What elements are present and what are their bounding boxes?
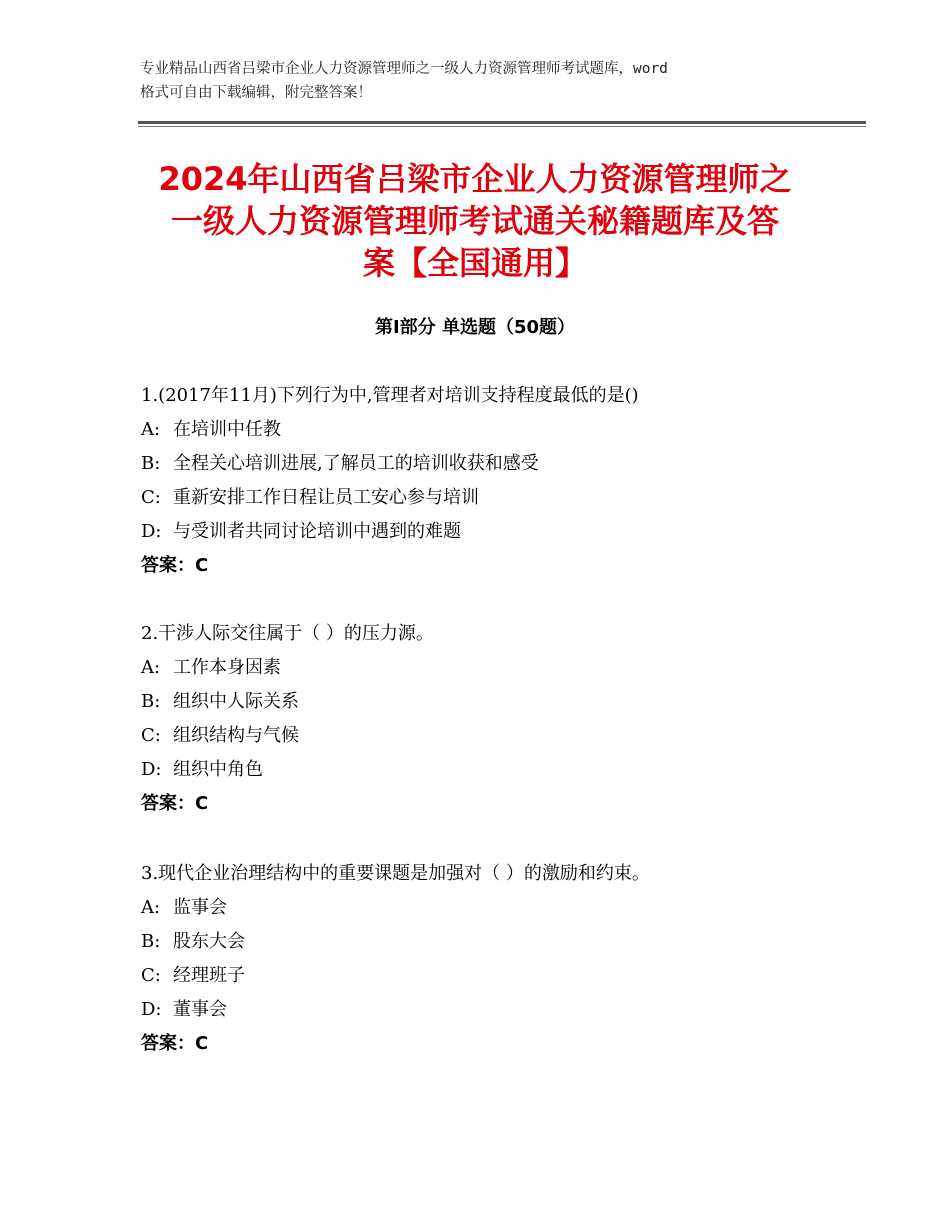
option-letter: C: [141, 725, 161, 746]
question-stem: 2.干涉人际交往属于（ ）的压力源。 [141, 623, 434, 644]
question-1 [141, 379, 861, 583]
option-text: 监事会 [173, 897, 227, 918]
option-letter: A: [141, 657, 161, 678]
option-letter: A: [141, 897, 161, 918]
question-2 [141, 617, 861, 821]
option-letter: D: [141, 999, 162, 1020]
option-letter: D: [141, 521, 162, 542]
option-text: 重新安排工作日程让员工安心参与培训 [173, 487, 479, 508]
option-d [141, 515, 861, 549]
option-c [141, 481, 861, 515]
header-note-line-1: 专业精品山西省吕梁市企业人力资源管理师之一级人力资源管理师考试题库，word [140, 61, 668, 77]
option-b [141, 685, 861, 719]
document-title-line-2: 一级人力资源管理师考试通关秘籍题库及答 [170, 202, 779, 240]
header-divider-thin [138, 126, 866, 127]
document-title [120, 158, 830, 284]
option-letter: B: [141, 931, 161, 952]
option-text: 组织中角色 [173, 759, 263, 780]
option-b [141, 925, 861, 959]
question-3 [141, 857, 861, 1061]
answer: 答案：C [141, 555, 209, 576]
option-a [141, 413, 861, 447]
option-letter: B: [141, 691, 161, 712]
answer: 答案：C [141, 793, 209, 814]
option-b [141, 447, 861, 481]
option-text: 董事会 [173, 999, 227, 1020]
option-d [141, 993, 861, 1027]
question-stem: 3.现代企业治理结构中的重要课题是加强对（ ）的激励和约束。 [141, 863, 650, 884]
option-a [141, 891, 861, 925]
header-divider-thick [138, 121, 866, 124]
option-letter: C: [141, 965, 161, 986]
option-text: 与受训者共同讨论培训中遇到的难题 [173, 521, 461, 542]
option-c [141, 719, 861, 753]
document-title-line-1: 2024年山西省吕梁市企业人力资源管理师之 [158, 160, 792, 198]
document-title-line-3: 案【全国通用】 [362, 244, 587, 282]
answer: 答案：C [141, 1033, 209, 1054]
option-c [141, 959, 861, 993]
option-text: 经理班子 [173, 965, 245, 986]
option-text: 股东大会 [173, 931, 245, 952]
section-title: 第Ⅰ部分 单选题（50题） [374, 317, 575, 338]
option-text: 工作本身因素 [173, 657, 281, 678]
option-letter: C: [141, 487, 161, 508]
question-stem: 1.(2017年11月)下列行为中,管理者对培训支持程度最低的是() [141, 385, 639, 406]
option-letter: D: [141, 759, 162, 780]
header-note-line-2: 格式可自由下载编辑，附完整答案！ [140, 85, 372, 101]
option-letter: A: [141, 419, 161, 440]
option-text: 全程关心培训进展,了解员工的培训收获和感受 [173, 453, 539, 474]
option-a [141, 651, 861, 685]
header-note [140, 57, 840, 105]
option-d [141, 753, 861, 787]
option-text: 组织结构与气候 [173, 725, 299, 746]
option-text: 在培训中任教 [173, 419, 281, 440]
option-letter: B: [141, 453, 161, 474]
option-text: 组织中人际关系 [173, 691, 299, 712]
